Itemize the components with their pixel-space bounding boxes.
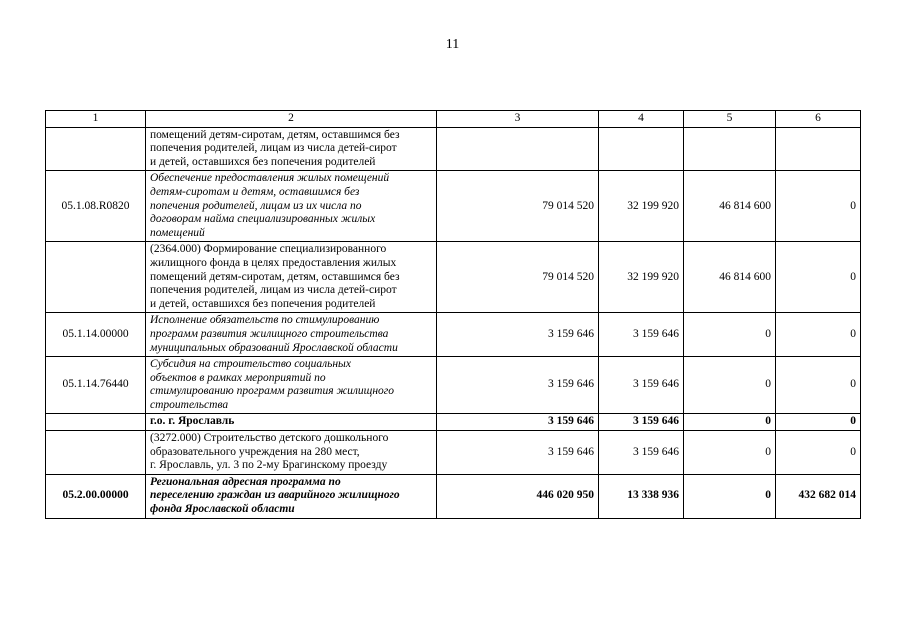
row-code-cell: 05.1.14.00000 [46,313,146,357]
row-value-col6: 0 [776,313,861,357]
header-cell-2: 2 [146,111,437,128]
row-name-cell [146,431,437,475]
row-value-col4: 13 338 936 [599,474,684,518]
row-value-col3: 446 020 950 [437,474,599,518]
row-name-line: строительства [150,398,229,411]
row-name-cell [146,313,437,357]
row-code-cell: 05.1.14.76440 [46,357,146,414]
header-cell-3: 3 [437,111,599,128]
row-name-line: г. Ярославль, ул. 3 по 2-му Брагинскому проезду [150,459,388,472]
row-value-col4 [599,127,684,171]
row-value-col6: 0 [776,357,861,414]
row-name-line: стимулированию программ развития жилищного [150,385,395,398]
row-name-line: попечения родителей, лицам из числа детей-сирот [150,142,397,155]
row-name-line: образовательного учреждения на 280 мест, [150,445,360,458]
header-cell-5: 5 [684,111,776,128]
row-name-cell [146,357,437,414]
row-name-line: помещений [150,226,205,239]
row-value-col3: 79 014 520 [437,171,599,242]
row-name-line: помещений детям-сиротам, детям, оставшимся без [150,270,400,283]
table-row [46,357,861,414]
row-value-col5 [684,127,776,171]
row-name-line: договорам найма специализированных жилых [150,213,376,226]
row-code-cell [46,127,146,171]
table-row [46,414,861,431]
row-name-line: муниципальных образований Ярославской области [150,341,398,354]
row-name-cell [146,242,437,313]
row-value-col5: 0 [684,357,776,414]
table-row [46,242,861,313]
row-name-line: г.о. г. Ярославль [150,415,235,428]
row-name-cell [146,474,437,518]
row-name-line: помещений детям-сиротам, детям, оставшимся без [150,128,400,141]
row-value-col5: 0 [684,313,776,357]
table-row [46,474,861,518]
row-name-line: Обеспечение предоставления жилых помещений [150,172,390,185]
row-value-col4: 3 159 646 [599,431,684,475]
row-name-line: Региональная адресная программа по [150,475,341,488]
row-name-line: Субсидия на строительство социальных [150,358,351,371]
row-name-cell [146,171,437,242]
row-name-line: и детей, оставшихся без попечения родителей [150,155,376,168]
row-name-line: попечения родителей, лицам из числа детей-сирот [150,284,397,297]
row-value-col5: 46 814 600 [684,242,776,313]
budget-table-body [46,111,861,519]
row-value-col3: 3 159 646 [437,431,599,475]
row-name-line: переселению граждан из аварийного жилищного [150,489,400,502]
row-name-line: и детей, оставшихся без попечения родителей [150,297,376,310]
row-code-cell [46,431,146,475]
row-value-col5: 0 [684,431,776,475]
table-row [46,171,861,242]
row-value-col4: 32 199 920 [599,242,684,313]
row-value-col6: 0 [776,414,861,431]
row-value-col5: 0 [684,474,776,518]
row-name-line: попечения родителей, лицам из их числа по [150,199,362,212]
row-value-col6: 0 [776,171,861,242]
row-name-line: программ развития жилищного строительства [150,327,389,340]
page-number: 11 [445,37,460,52]
row-name-line: фонда Ярославской области [150,503,295,516]
row-name-line: объектов в рамках мероприятий по [150,371,326,384]
row-value-col5: 0 [684,414,776,431]
header-cell-1: 1 [46,111,146,128]
row-value-col4: 32 199 920 [599,171,684,242]
row-value-col6 [776,127,861,171]
row-code-cell [46,414,146,431]
row-name-line: детям-сиротам и детям, оставшимся без [150,185,360,198]
row-name-cell [146,414,437,431]
row-name-line: жилищного фонда в целях предоставления жилых [150,256,397,269]
row-value-col6: 432 682 014 [776,474,861,518]
row-value-col4: 3 159 646 [599,313,684,357]
row-code-cell: 05.2.00.00000 [46,474,146,518]
row-value-col4: 3 159 646 [599,414,684,431]
row-code-cell: 05.1.08.R0820 [46,171,146,242]
row-name-line: Исполнение обязательств по стимулированию [150,314,380,327]
row-value-col3: 3 159 646 [437,357,599,414]
row-value-col5: 46 814 600 [684,171,776,242]
table-row [46,313,861,357]
header-cell-4: 4 [599,111,684,128]
table-row [46,431,861,475]
header-cell-6: 6 [776,111,861,128]
row-value-col3: 3 159 646 [437,313,599,357]
table-row [46,127,861,171]
row-name-cell [146,127,437,171]
row-value-col6: 0 [776,242,861,313]
table-header-row [46,111,861,128]
row-value-col3: 3 159 646 [437,414,599,431]
row-value-col3 [437,127,599,171]
row-name-line: (2364.000) Формирование специализированного [150,243,387,256]
row-value-col4: 3 159 646 [599,357,684,414]
row-value-col6: 0 [776,431,861,475]
row-name-line: (3272.000) Строительство детского дошкольного [150,432,389,445]
row-value-col3: 79 014 520 [437,242,599,313]
budget-table [45,110,861,519]
row-code-cell [46,242,146,313]
